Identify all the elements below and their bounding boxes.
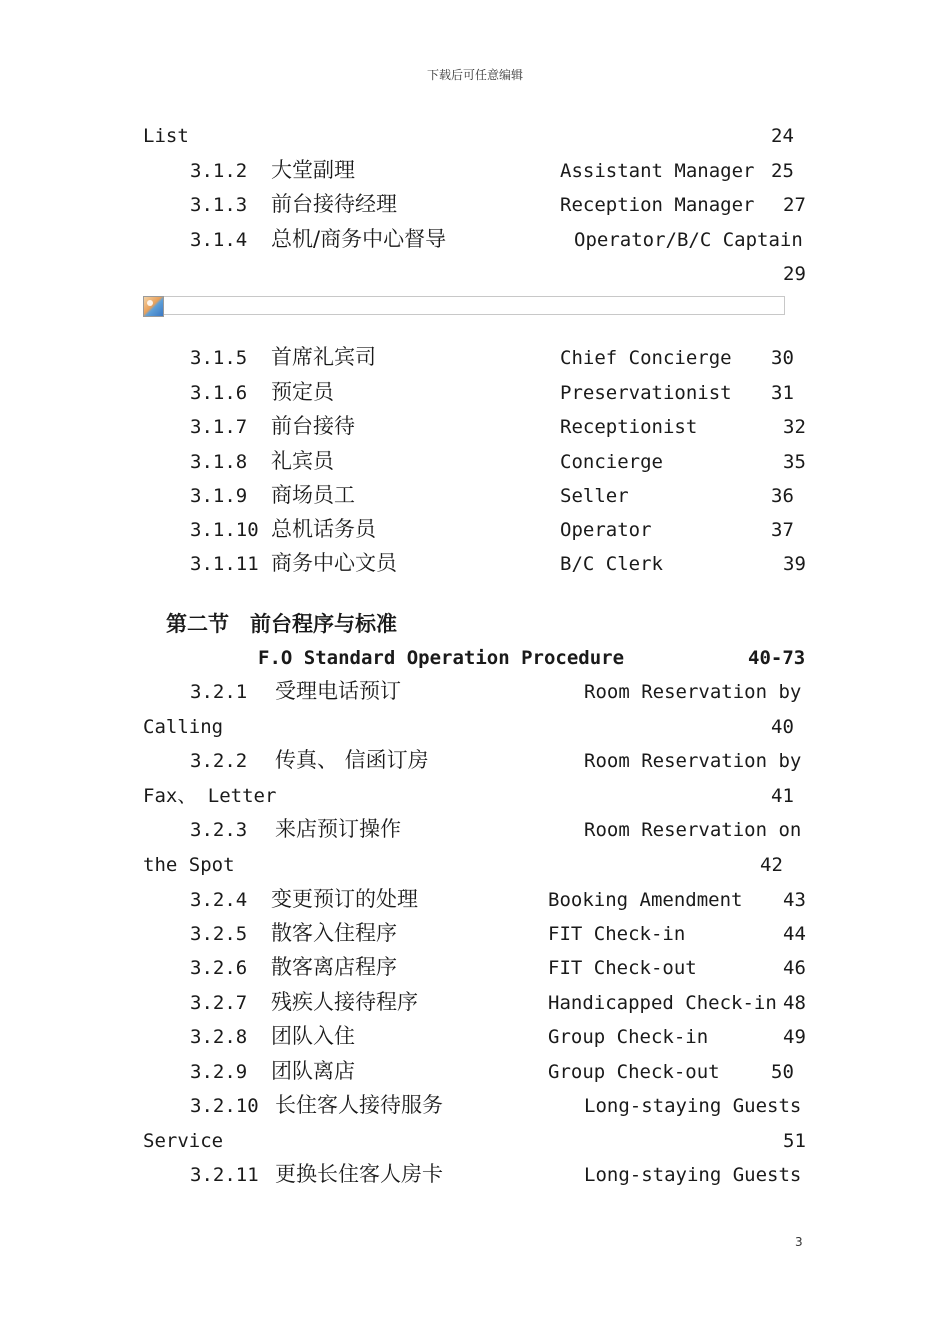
toc-title-zh: 受理电话预订 <box>275 679 401 703</box>
toc-title-en: Operator <box>560 519 652 541</box>
toc-number: 3.2.11 <box>190 1164 259 1186</box>
toc-title-en: Concierge <box>560 451 663 473</box>
toc-page: 44 <box>783 923 806 945</box>
toc-page: 40 <box>771 716 794 738</box>
toc-title-zh: 散客离店程序 <box>271 955 397 979</box>
toc-number: 3.1.2 <box>190 160 248 182</box>
page-header: 下载后可任意编辑 <box>426 68 523 82</box>
toc-number: 3.2.3 <box>190 819 248 841</box>
toc-number: 3.2.6 <box>190 957 248 979</box>
toc-title-zh: 更换长住客人房卡 <box>275 1162 443 1186</box>
toc-title-en: Long-staying Guests <box>584 1095 802 1117</box>
toc-title-en: Group Check-in <box>548 1026 709 1048</box>
toc-title-zh: 预定员 <box>271 380 334 404</box>
toc-page: 35 <box>783 451 806 473</box>
toc-title-en-cont: Fax、 Letter <box>143 785 277 807</box>
toc-page: 31 <box>771 382 794 404</box>
toc-title-zh: 长住客人接待服务 <box>275 1093 443 1117</box>
toc-title-zh: 散客入住程序 <box>271 921 397 945</box>
toc-title-en: B/C Clerk <box>560 553 663 575</box>
toc-number: 3.1.8 <box>190 451 248 473</box>
toc-title-zh: 前台接待 <box>271 414 355 438</box>
toc-page: 25 <box>771 160 794 182</box>
toc-number: 3.2.10 <box>190 1095 259 1117</box>
toc-title-zh: 大堂副理 <box>271 158 355 182</box>
toc-number: 3.2.5 <box>190 923 248 945</box>
section-subtitle: F.O Standard Operation Procedure <box>258 647 625 669</box>
toc-number: 3.1.4 <box>190 229 248 251</box>
toc-title-en: Seller <box>560 485 629 507</box>
toc-page: 51 <box>783 1130 806 1152</box>
toc-page: 24 <box>771 125 794 147</box>
toc-page: 49 <box>783 1026 806 1048</box>
toc-number: 3.1.5 <box>190 347 248 369</box>
toc-page: 43 <box>783 889 806 911</box>
toc-title-zh: 商务中心文员 <box>271 551 397 575</box>
toc-page: 39 <box>783 553 806 575</box>
toc-title-zh: 来店预订操作 <box>275 817 401 841</box>
toc-number: 3.1.11 <box>190 553 259 575</box>
toc-page: 42 <box>760 854 783 876</box>
broken-image-icon <box>143 296 164 317</box>
toc-title-en: Room Reservation on <box>584 819 802 841</box>
image-placeholder-frame <box>143 296 785 315</box>
toc-number: 3.2.2 <box>190 750 248 772</box>
toc-title-en: Handicapped Check-in <box>548 992 777 1014</box>
toc-page: 30 <box>771 347 794 369</box>
toc-title-en-cont: Calling <box>143 716 224 738</box>
toc-title-en: Reception Manager <box>560 194 755 216</box>
toc-title-en: Preservationist <box>560 382 732 404</box>
toc-title-zh: 总机话务员 <box>271 517 376 541</box>
toc-number: 3.1.9 <box>190 485 248 507</box>
toc-title-en: Room Reservation by <box>584 681 802 703</box>
toc-title-en-cont: the Spot <box>143 854 235 876</box>
toc-title-en: Long-staying Guests <box>584 1164 802 1186</box>
toc-page: 27 <box>783 194 806 216</box>
toc-number: 3.2.4 <box>190 889 248 911</box>
toc-number: 3.1.10 <box>190 519 259 541</box>
toc-number: 3.1.7 <box>190 416 248 438</box>
toc-title-en: Room Reservation by <box>584 750 802 772</box>
toc-page: 41 <box>771 785 794 807</box>
toc-number: 3.2.1 <box>190 681 248 703</box>
toc-title-en: Receptionist <box>560 416 698 438</box>
toc-title-zh: 商场员工 <box>271 483 355 507</box>
toc-title-zh: 礼宾员 <box>271 449 334 473</box>
toc-title-en: Assistant Manager <box>560 160 755 182</box>
section-pages: 40-73 <box>748 647 806 669</box>
toc-number: 3.1.3 <box>190 194 248 216</box>
toc-page: 36 <box>771 485 794 507</box>
toc-title-zh: 首席礼宾司 <box>271 345 376 369</box>
toc-title-zh: 残疾人接待程序 <box>271 990 418 1014</box>
toc-title-zh: 变更预订的处理 <box>271 887 418 911</box>
toc-number: 3.1.6 <box>190 382 248 404</box>
toc-page: 46 <box>783 957 806 979</box>
section-title: 第二节 前台程序与标准 <box>166 612 397 636</box>
toc-title-en: Chief Concierge <box>560 347 732 369</box>
toc-page: 32 <box>783 416 806 438</box>
toc-page: 37 <box>771 519 794 541</box>
toc-number: 3.2.8 <box>190 1026 248 1048</box>
toc-title-en: FIT Check-out <box>548 957 697 979</box>
toc-title-en: FIT Check-in <box>548 923 686 945</box>
toc-title-zh: 总机/商务中心督导 <box>271 227 447 251</box>
toc-number: 3.2.7 <box>190 992 248 1014</box>
toc-page: 29 <box>783 263 806 285</box>
toc-title-zh: 团队入住 <box>271 1024 355 1048</box>
toc-page: 48 <box>783 992 806 1014</box>
toc-page: 50 <box>771 1061 794 1083</box>
toc-title-zh: 团队离店 <box>271 1059 355 1083</box>
toc-number: 3.2.9 <box>190 1061 248 1083</box>
toc-entry-text: List <box>143 125 189 147</box>
toc-title-en: Booking Amendment <box>548 889 743 911</box>
toc-title-en: Operator/B/C Captain <box>574 229 803 251</box>
toc-title-zh: 前台接待经理 <box>271 192 397 216</box>
page-number: 3 <box>795 1235 803 1249</box>
toc-title-en-cont: Service <box>143 1130 224 1152</box>
toc-title-en: Group Check-out <box>548 1061 720 1083</box>
toc-title-zh: 传真、 信函订房 <box>275 748 429 772</box>
